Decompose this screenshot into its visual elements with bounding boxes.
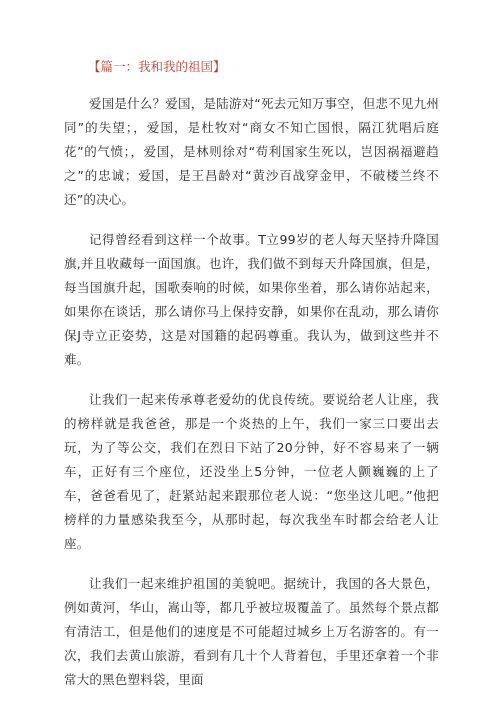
paragraph-4: 让我们一起来维护祖国的美貌吧。据统计，我国的各大景色，例如黄河，华山，嵩山等，都几乎被垃圾覆盖了。虽然每个景点都有清洁工，但是他们的速度是不可能超过城乡上万名游客的。有一次，我们去黄山旅游，看到有几十个人背着包，手里还拿着一个非常大的黑色塑料袋，里面 bbox=[64, 576, 439, 687]
paragraph-3: 让我们一起来传承尊老爱幼的优良传统。要说给老人让座，我的榜样就是我爸爸，那是一个炎热的上午，我们一家三口要出去玩，为了等公交，我们在烈日下站了20分钟，好不容易来了一辆车，正好有三个座位，还没坐上5分钟，一位老人颤巍巍的上了车，爸爸看见了，赶紧站起来跟那位老人说：“您坐这儿吧。”他把榜样的力量感染我至今，从那时起，每次我坐车时都会给老人让座。 bbox=[64, 392, 439, 551]
paragraph-2: 记得曾经看到这样一个故事。T立99岁的老人每天坚持升降国旗,并且收藏每一面国旗。也许，我们做不到每天升降国旗，但是，每当国旗升起，国歌奏响的时候，如果你坐着，那么请你站起来，如果你在谈话，那么请你马上保持安静，如果你在乱动，那么请你保J寺立正姿势，这是对国籍的起码尊重。我认为，做到这些并不难。 bbox=[64, 232, 439, 367]
section-heading: 【篇一：我和我的祖国】 bbox=[88, 59, 226, 74]
paragraph-1: 爱国是什么？爱国，是陆游对“死去元知万事空，但悲不见九州同”的失望；，爱国，是杜牧对“商女不知亡国恨，隔江犹唱后庭花”的气愤；，爱国，是林则徐对“苟利国家生死以，岂因祸福避趋之”的忠诚；爱国，是王昌龄对“黄沙百战穿金甲，不破楼兰终不还”的决心。 bbox=[64, 96, 439, 207]
